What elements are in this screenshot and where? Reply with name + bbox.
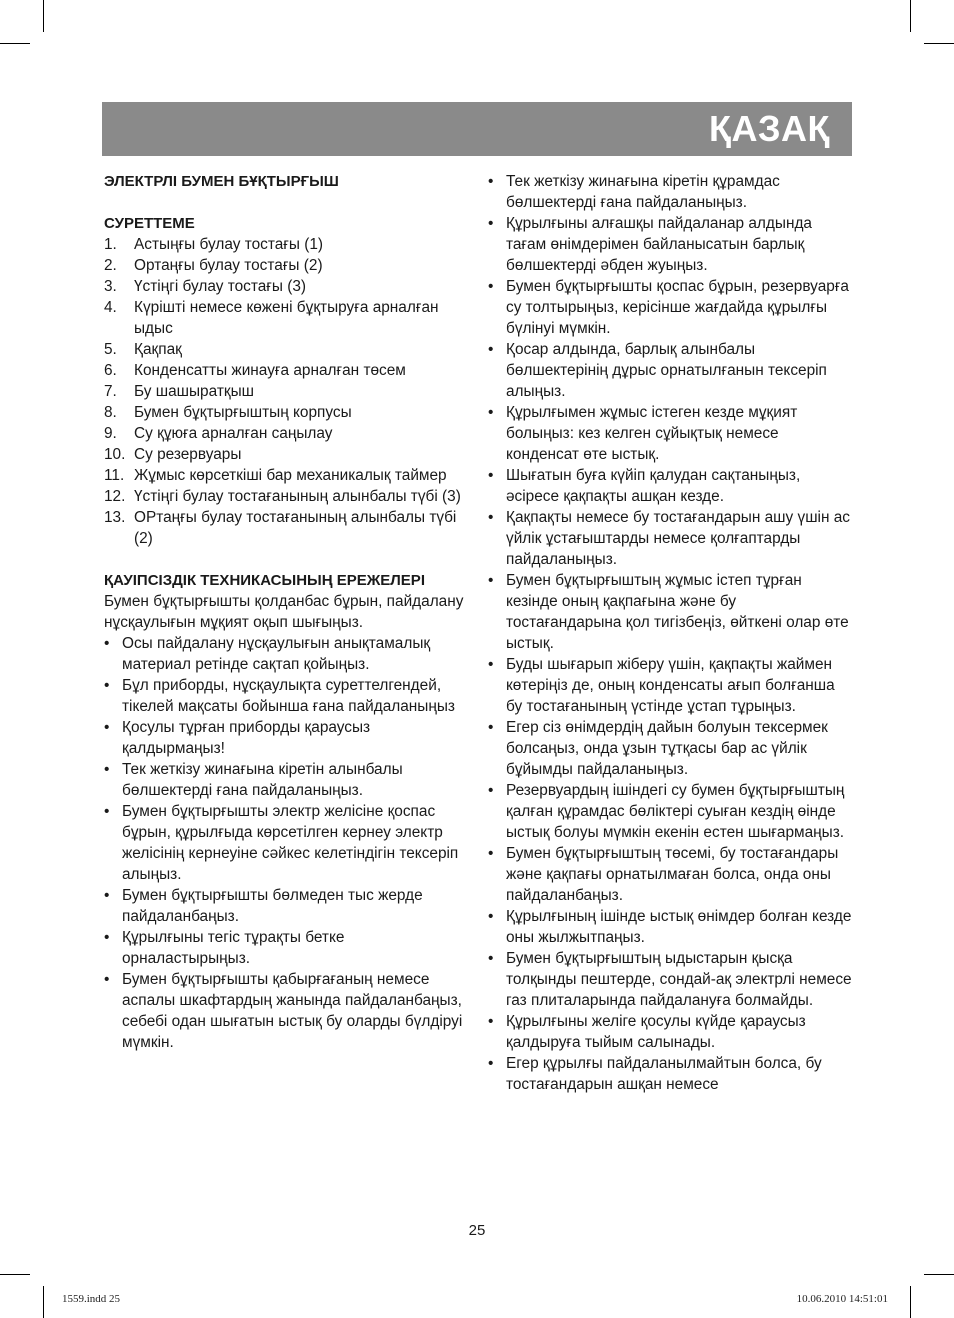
crop-mark bbox=[910, 0, 911, 32]
crop-mark bbox=[0, 43, 30, 44]
list-item: • Құрылғыны алғашқы пайдаланар алдында тағам өнімдерімен байланысатын барлық бөлшектерді әбден жуыңыз. bbox=[488, 213, 854, 276]
left-column bbox=[104, 171, 469, 1053]
list-item: • Бумен бұқтырғышты қабырғағаның немесе аспалы шкафтардың жанында пайдаланбаңыз, себебі одан шығатын ыстық бу оларды бүлдіруі мүмкін. bbox=[104, 969, 469, 1053]
item-text: Үстіңгі булау тостағы (3) bbox=[134, 278, 307, 295]
list-item: • Осы пайдалану нұсқаулығын анықтамалық материал ретінде сақтап қойыңыз. bbox=[104, 633, 469, 675]
list-item bbox=[104, 507, 469, 549]
footer-timestamp: 10.06.2010 14:51:01 bbox=[796, 1293, 888, 1305]
list-item: • Тек жеткізу жинағына кіретін алынбалы бөлшектерді ғана пайдаланыңыз. bbox=[104, 759, 469, 801]
item-number: 10. bbox=[104, 446, 126, 463]
item-number: 3. bbox=[104, 278, 117, 295]
item-text: Бу шашыратқыш bbox=[134, 383, 255, 400]
item-number: 11. bbox=[104, 467, 125, 484]
list-item: • Қосулы тұрған приборды қараусыз қалдырмаңыз! bbox=[104, 717, 469, 759]
list-item: • Тек жеткізу жинағына кіретін құрамдас бөлшектерді ғана пайдаланыңыз. bbox=[488, 171, 854, 213]
crop-mark bbox=[43, 0, 44, 32]
list-item bbox=[104, 276, 469, 297]
item-number: 9. bbox=[104, 425, 117, 442]
footer-file-name: 1559.indd 25 bbox=[62, 1293, 121, 1305]
item-text: Конденсатты жинауға арналған төсем bbox=[134, 362, 406, 379]
safety-list-left bbox=[104, 633, 469, 1053]
list-item: • Бумен бұқтырғыштың жұмыс істеп тұрған кезінде оның қақпағына және бу тостағандарына қол тигізбеңіз, өйткені олар өте ыстық. bbox=[488, 570, 854, 654]
safety-heading: ҚАУІПСІЗДІК ТЕХНИКАСЫНЫҢ ЕРЕЖЕЛЕРІ bbox=[104, 572, 425, 589]
crop-mark bbox=[43, 1286, 44, 1318]
list-item: • Резервуардың ішіндегі су бумен бұқтырғыштың қалған құрамдас бөліктері суыған кездің өінде ыстық болуы мүмкін екенін естен шығармаңыз. bbox=[488, 780, 854, 843]
item-text: Ортаңғы булау тостағы (2) bbox=[134, 257, 323, 274]
item-text: Су құюға арналған саңылау bbox=[134, 425, 333, 442]
list-item: • Қақпақты немесе бу тостағандарын ашу үшін ас үйлік ұстағыштарды немесе қолғаптарды пайдаланыңыз. bbox=[488, 507, 854, 570]
safety-intro: Бумен бұқтырғышты қолданбас бұрын, пайдалану нұсқаулығын мұқият оқып шығыңыз. bbox=[104, 593, 464, 631]
list-item bbox=[104, 234, 469, 255]
list-item: • Құрылғыны тегіс тұрақты бетке орналастырыңыз. bbox=[104, 927, 469, 969]
list-item: • Егер сіз өнімдердің дайын болуын тексермек болсаңыз, онда ұзын тұтқасы бар ас үйлік бұйымды пайдаланыңыз. bbox=[488, 717, 854, 780]
item-number: 4. bbox=[104, 299, 117, 316]
item-text: ОРтаңғы булау тостағанының алынбалы түбі (2) bbox=[134, 509, 457, 547]
list-item bbox=[104, 423, 469, 444]
list-item: • Егер құрылғы пайдаланылмайтын болса, бу тостағандарын ашқан немесе bbox=[488, 1053, 854, 1095]
item-number: 13. bbox=[104, 509, 126, 526]
list-item: • Бумен бұқтырғыштың ыдыстарын қысқа толқынды пештерде, сондай-ақ электрлі немесе газ плиталарында пайдалануға болмайды. bbox=[488, 948, 854, 1011]
list-item: • Бумен бұқтырғышты бөлмеден тыс жерде пайдаланбаңыз. bbox=[104, 885, 469, 927]
list-item: • Бумен бұқтырғыштың төсемі, бу тостағандары және қақпағы орнатылмаған болса, онда оны пайдаланбаңыз. bbox=[488, 843, 854, 906]
item-text: Су резервуары bbox=[134, 446, 242, 463]
item-number: 5. bbox=[104, 341, 117, 358]
item-text: Бумен бұқтырғыштың корпусы bbox=[134, 404, 352, 421]
list-item: • Құрылғыны желіге қосулы күйде қараусыз қалдыруға тыйым салынады. bbox=[488, 1011, 854, 1053]
document-title: ЭЛЕКТРЛІ БУМЕН БҰҚТЫРҒЫШ bbox=[104, 173, 339, 190]
crop-mark bbox=[924, 43, 954, 44]
list-item: • Буды шығарып жіберу үшін, қақпақты жаймен көтеріңіз де, оның конденсаты ағып болғанша бу тостағанының үстінде ұстап тұрыңыз. bbox=[488, 654, 854, 717]
crop-mark bbox=[0, 1274, 30, 1275]
parts-list bbox=[104, 234, 469, 549]
item-number: 2. bbox=[104, 257, 117, 274]
list-item: • Құрылғының ішінде ыстық өнімдер болған кезде оны жылжытпаңыз. bbox=[488, 906, 854, 948]
list-item bbox=[104, 486, 469, 507]
list-item: • Бумен бұқтырғышты қоспас бұрын, резервуарға су толтырыңыз, керісінше жағдайда құрылғы бүлінуі мүмкін. bbox=[488, 276, 854, 339]
item-number: 6. bbox=[104, 362, 117, 379]
list-item bbox=[104, 339, 469, 360]
language-header-bar bbox=[102, 102, 852, 156]
page-number: 25 bbox=[468, 1222, 486, 1239]
item-text: Үстіңгі булау тостағанының алынбалы түбі (3) bbox=[134, 488, 461, 505]
list-item bbox=[104, 402, 469, 423]
list-item: • Бұл приборды, нұсқаулықта суреттелгендей, тікелей мақсаты бойынша ғана пайдаланыңыз bbox=[104, 675, 469, 717]
list-item bbox=[104, 360, 469, 381]
item-number: 1. bbox=[104, 236, 117, 253]
language-title: ҚАЗАҚ bbox=[709, 108, 830, 149]
list-item: • Құрылғымен жұмыс істеген кезде мұқият болыңыз: кез келген сұйықтық немесе конденсат өте ыстық. bbox=[488, 402, 854, 465]
right-column bbox=[488, 171, 854, 1095]
list-item bbox=[104, 444, 469, 465]
list-item: • Шығатын буға күйіп қалудан сақтаныңыз, әсіресе қақпақты ашқан кезде. bbox=[488, 465, 854, 507]
list-item bbox=[104, 381, 469, 402]
description-heading: СУРЕТТЕМЕ bbox=[104, 215, 195, 232]
list-item bbox=[104, 255, 469, 276]
crop-mark bbox=[924, 1274, 954, 1275]
list-item: • Бумен бұқтырғышты электр желісіне қоспас бұрын, құрылғыда көрсетілген кернеу электр желісінің кернеуіне сәйкес келетіндігін тексеріп алыңыз. bbox=[104, 801, 469, 885]
item-text: Қақпақ bbox=[134, 341, 182, 358]
list-item: • Қосар алдында, барлық алынбалы бөлшектерінің дұрыс орнатылғанын тексеріп алыңыз. bbox=[488, 339, 854, 402]
item-number: 8. bbox=[104, 404, 117, 421]
item-text: Астыңғы булау тостағы (1) bbox=[134, 236, 324, 253]
item-text: Күрішті немесе көжені бұқтыруға арналған ыдыс bbox=[134, 299, 439, 337]
item-text: Жұмыс көрсеткіші бар механикалық таймер bbox=[134, 467, 447, 484]
crop-mark bbox=[910, 1286, 911, 1318]
safety-list-right bbox=[488, 171, 854, 1095]
item-number: 7. bbox=[104, 383, 117, 400]
list-item bbox=[104, 465, 469, 486]
item-number: 12. bbox=[104, 488, 126, 505]
list-item bbox=[104, 297, 469, 339]
